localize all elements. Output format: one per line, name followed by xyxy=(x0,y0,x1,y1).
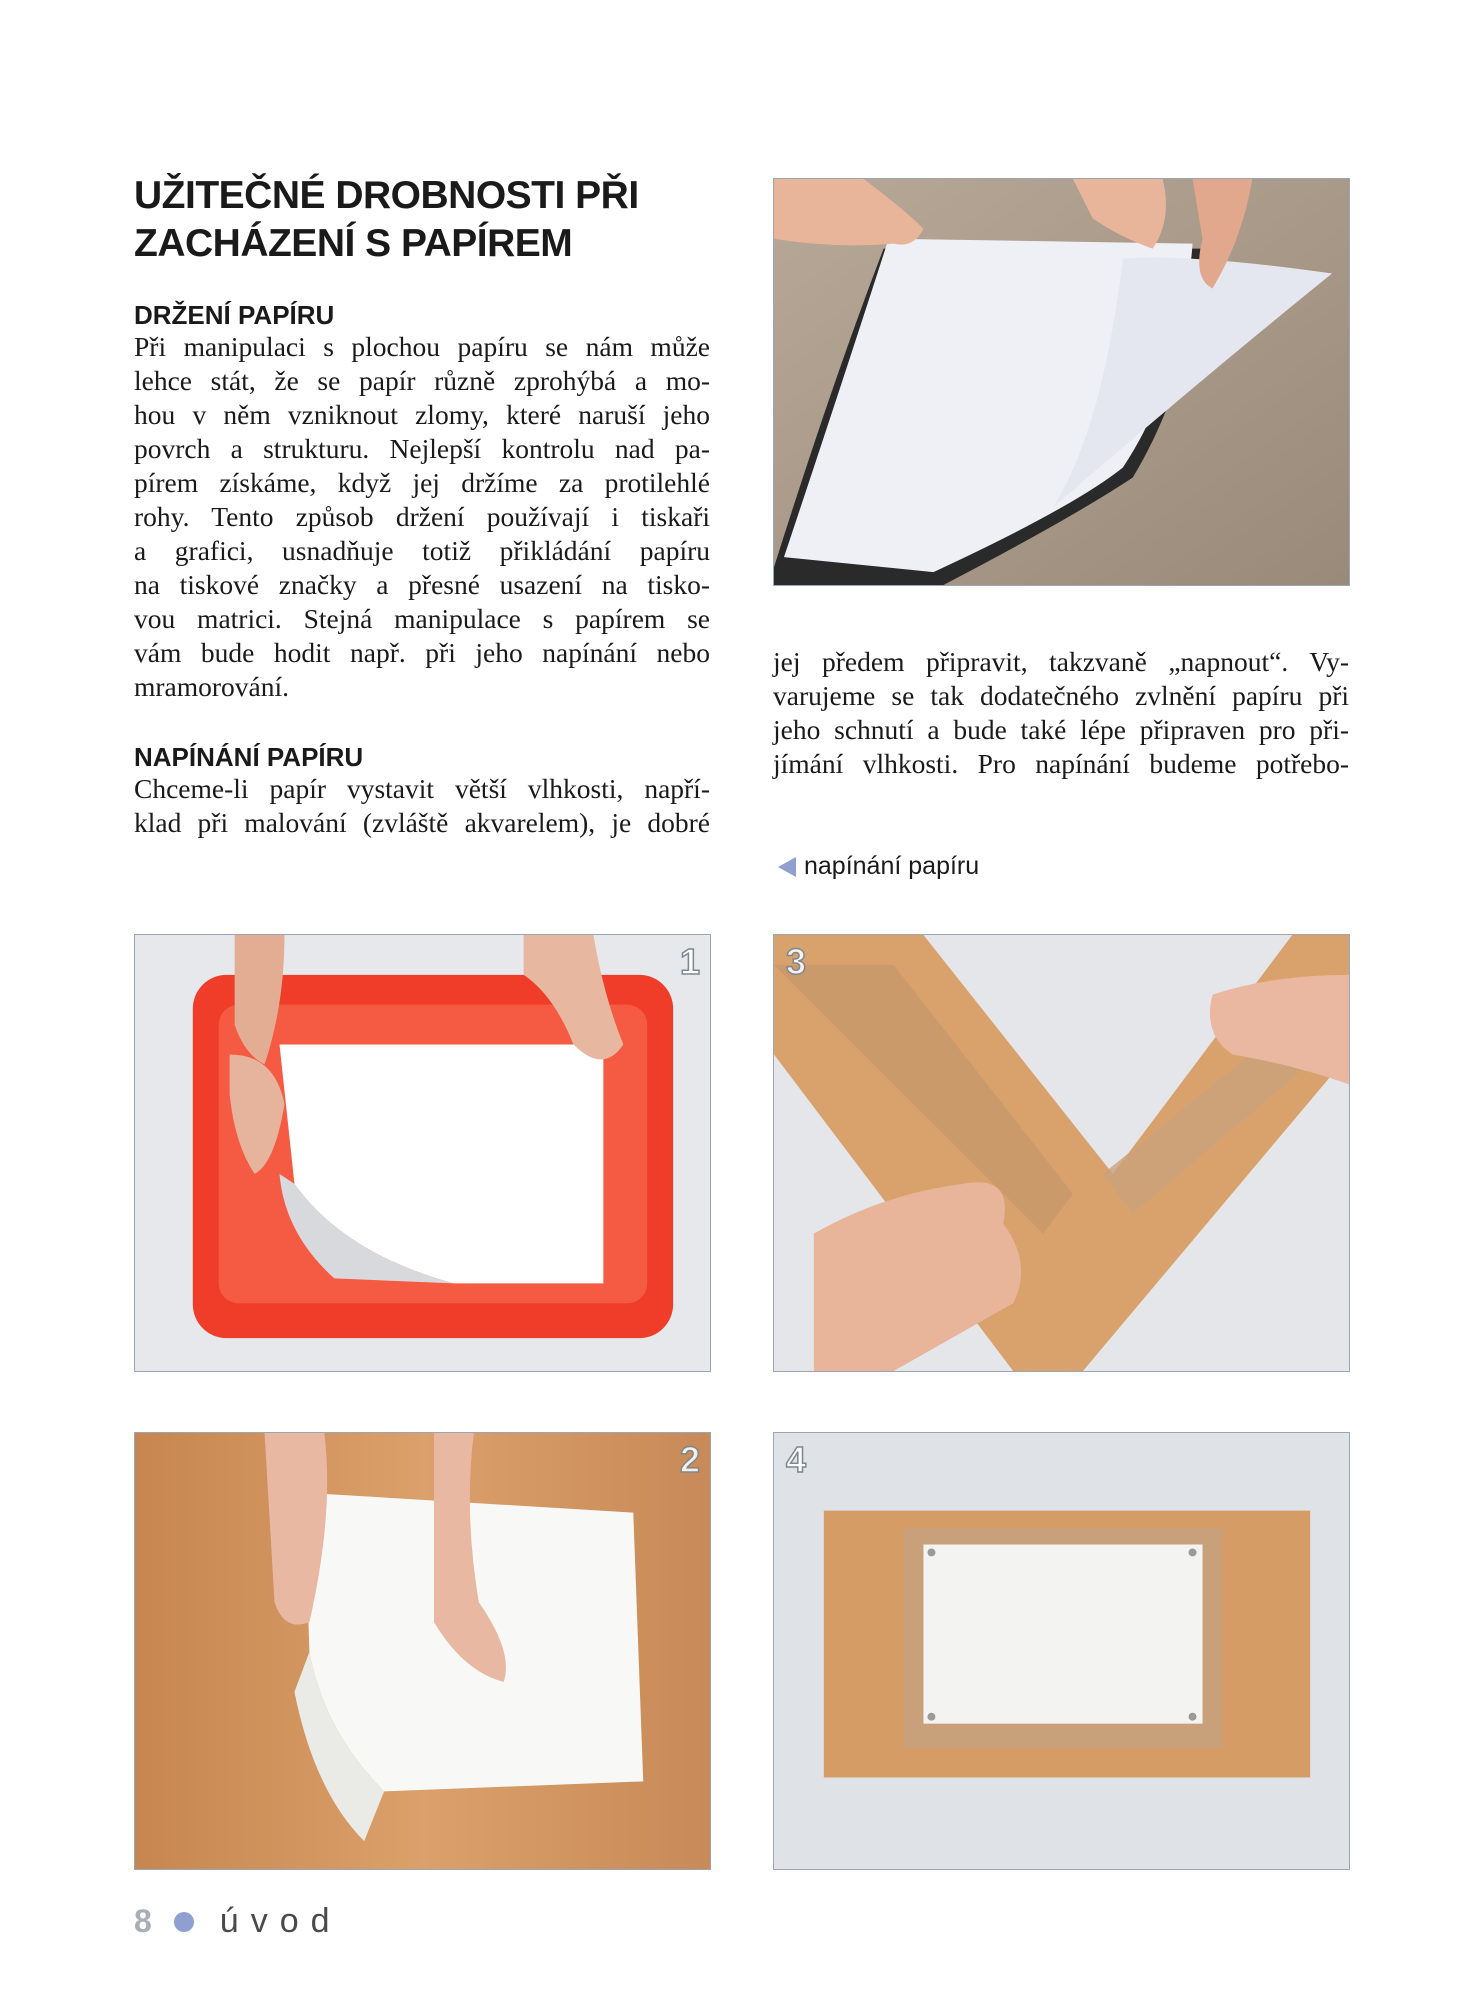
photo-step-2 xyxy=(134,1432,711,1870)
section-stretching-text xyxy=(134,772,710,840)
page-footer xyxy=(134,1902,342,1941)
title-line-1: UŽITEČNÉ DROBNOSTI PŘI xyxy=(134,174,639,217)
text-line: varujeme se tak dodatečného zvlnění papíru při xyxy=(773,680,1349,711)
step-number-3: 3 xyxy=(786,941,807,982)
text-line: a grafici, usnadňuje totiž přikládání papíru xyxy=(134,535,710,566)
text-line: na tiskové značky a přesné usazení na tisko- xyxy=(134,569,710,600)
footer-dot-icon xyxy=(174,1912,194,1932)
caption-text: napínání papíru xyxy=(804,852,980,880)
text-line: jeho schnutí a bude také lépe připraven pro při- xyxy=(773,714,1349,745)
page-title xyxy=(134,172,734,268)
section-holding-text xyxy=(134,330,710,704)
section-heading-stretching: NAPÍNÁNÍ PAPÍRU xyxy=(134,742,364,772)
photo-holding-paper xyxy=(773,178,1350,586)
text-line: Chceme-li papír vystavit větší vlhkosti, napří- xyxy=(134,773,710,804)
text-line: jímání vlhkosti. Pro napínání budeme potřebo- xyxy=(773,748,1349,779)
photo-caption xyxy=(778,852,979,881)
text-line: vám bude hodit např. při jeho napínání nebo xyxy=(134,637,710,668)
step-number-1: 1 xyxy=(679,941,700,982)
text-line: mramorování. xyxy=(134,671,290,702)
text-line: lehce stát, že se papír různě zprohýbá a mo- xyxy=(134,365,710,396)
section-heading-holding: DRŽENÍ PAPÍRU xyxy=(134,300,335,330)
section-stretching-continued xyxy=(773,645,1349,781)
page-number: 8 xyxy=(134,1903,152,1939)
photo-step-4 xyxy=(773,1432,1350,1870)
text-line: jej předem připravit, takzvaně „napnout“. Vy- xyxy=(773,646,1349,677)
section-name: úvod xyxy=(219,1902,342,1940)
text-line: hou v něm vzniknout zlomy, které naruší jeho xyxy=(134,399,710,430)
step-number-4: 4 xyxy=(786,1439,807,1480)
caption-arrow-icon xyxy=(778,857,796,877)
text-line: rohy. Tento způsob držení používají i tiskaři xyxy=(134,501,710,532)
title-line-2: ZACHÁZENÍ S PAPÍREM xyxy=(134,222,573,265)
text-line: Při manipulaci s plochou papíru se nám může xyxy=(134,331,710,362)
text-line: pírem získáme, když jej držíme za protilehlé xyxy=(134,467,710,498)
text-line: povrch a strukturu. Nejlepší kontrolu nad pa- xyxy=(134,433,710,464)
text-line: vou matrici. Stejná manipulace s papírem se xyxy=(134,603,710,634)
photo-step-1 xyxy=(134,934,711,1372)
text-line: klad při malování (zvláště akvarelem), je dobré xyxy=(134,807,710,838)
step-number-2: 2 xyxy=(679,1439,700,1480)
photo-step-3 xyxy=(773,934,1350,1372)
